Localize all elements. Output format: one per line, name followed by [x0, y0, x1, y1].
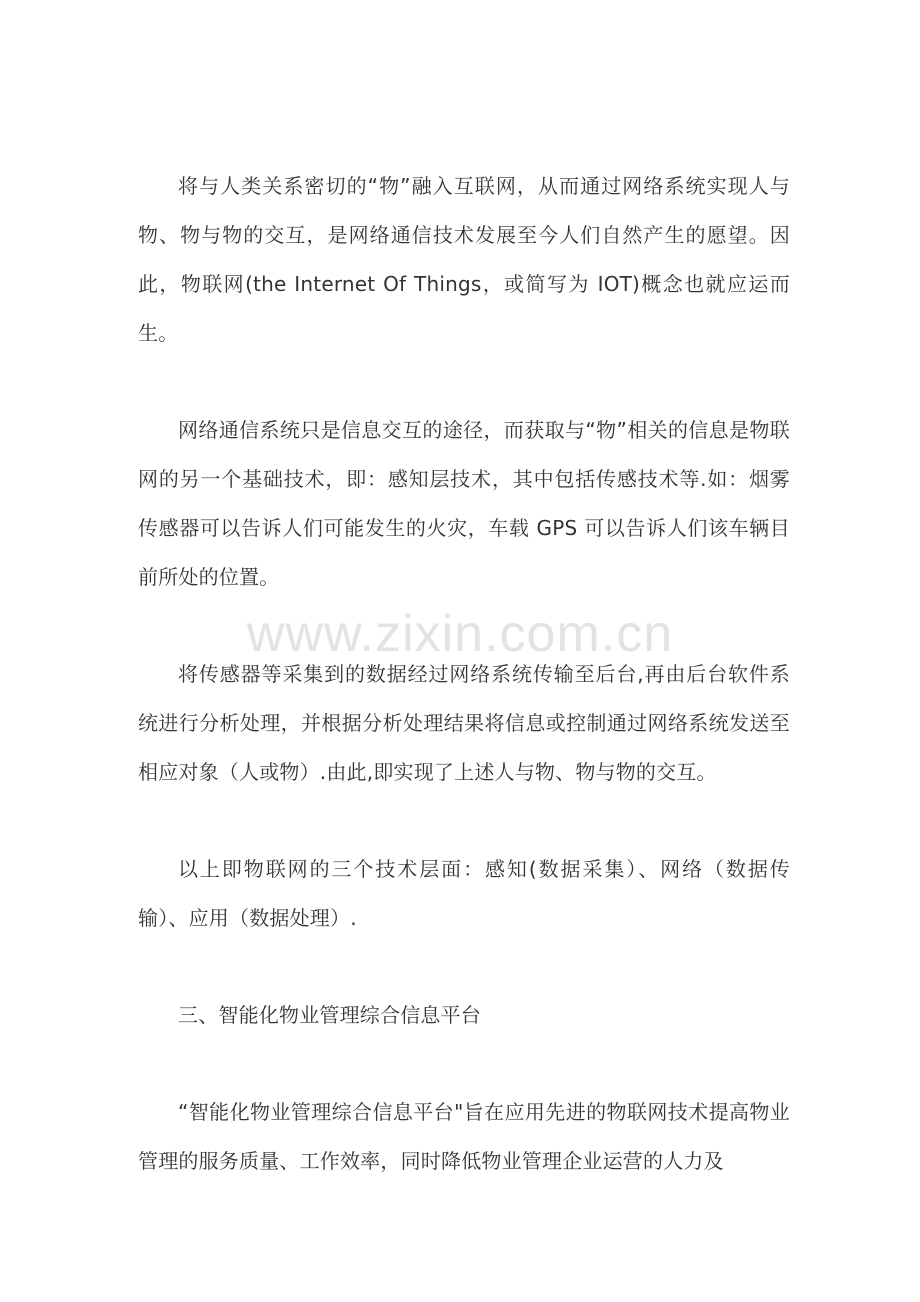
watermark: www.zixin.com.cn	[246, 605, 674, 663]
paragraph-three-layers: 以上即物联网的三个技术层面：感知(数据采集）、网络（数据传输）、应用（数据处理）.	[138, 857, 790, 930]
paragraph-platform-intro: “智能化物业管理综合信息平台"旨在应用先进的物联网技术提高物业管理的服务质量、工作效率，同时降低物业管理企业运营的人力及	[138, 1100, 790, 1173]
paragraph-sensing-layer: 网络通信系统只是信息交互的途径，而获取与“物”相关的信息是物联网的另一个基础技术，即：感知层技术，其中包括传感技术等.如：烟雾传感器可以告诉人们可能发生的火灾，车载 GPS 可以告诉人们该车辆目前所处的位置。	[138, 418, 790, 589]
document-body	[138, 162, 790, 1186]
paragraph-iot-intro: 将与人类关系密切的“物”融入互联网，从而通过网络系统实现人与物、物与物的交互，是网络通信技术发展至今人们自然产生的愿望。因此，物联网(the Internet Of Things，或简写为 IOT)概念也就应运而生。	[138, 174, 790, 345]
section-heading: 三、智能化物业管理综合信息平台	[178, 1003, 481, 1027]
paragraph-data-processing: 将传感器等采集到的数据经过网络系统传输至后台,再由后台软件系统进行分析处理，并根据分析处理结果将信息或控制通过网络系统发送至相应对象（人或物）.由此,即实现了上述人与物、物与物的交互。	[138, 662, 790, 784]
